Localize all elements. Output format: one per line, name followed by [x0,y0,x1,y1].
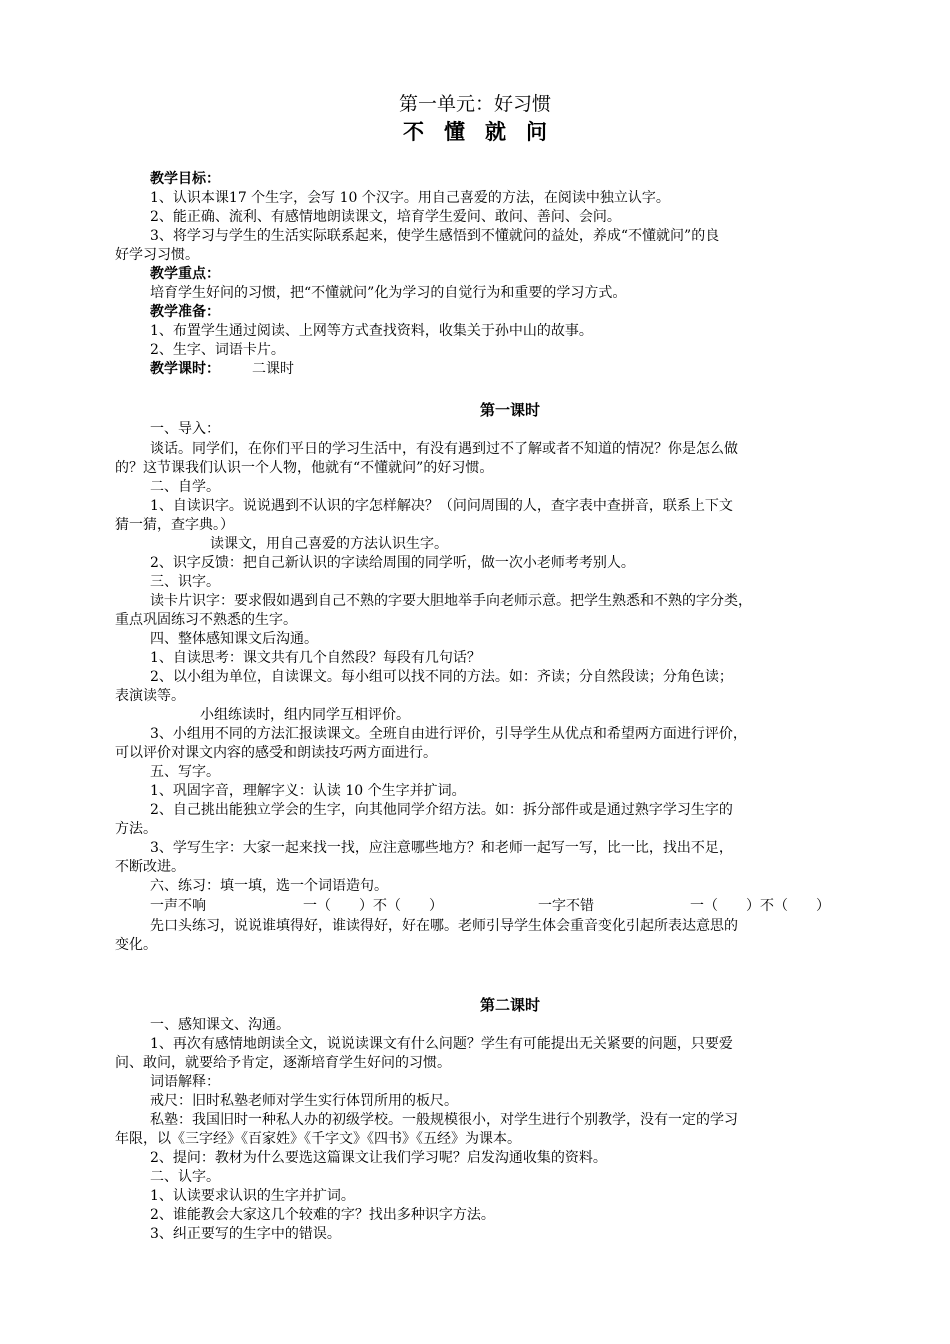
prep-heading: 教学准备： [150,304,220,320]
lesson1-line: 六、练习：填一填，选一个词语造句。 [150,878,388,894]
hours-heading: 教学课时： [150,361,220,377]
fill-item-4: 一（ ）不（ ） [690,898,830,914]
lesson1-line: 可以评价对课文内容的感受和朗读技巧两方面进行。 [115,745,437,761]
fill-item-1: 一声不响 [150,898,206,914]
lesson1-line: 1、自读识字。说说遇到不认识的字怎样解决？（问问周围的人，查字表中查拼音，联系上下文 [150,498,733,514]
lesson1-line: 方法。 [115,821,157,837]
goal-item-1: 1、认识本课17 个生字，会写 10 个汉字。用自己喜爱的方法，在阅读中独立认字。 [150,190,670,206]
lesson1-line: 小组练读时，组内同学互相评价。 [200,707,410,723]
lesson2-line: 私塾：我国旧时一种私人办的初级学校。一般规模很小，对学生进行个别教学，没有一定的学习 [150,1112,738,1128]
lesson2-line: 2、谁能教会大家这几个较难的字？找出多种识字方法。 [150,1207,495,1223]
lesson1-line: 3、学写生字：大家一起来找一找，应注意哪些地方？和老师一起写一写，比一比，找出不足， [150,840,733,856]
lesson1-line: 1、巩固字音，理解字义：认读 10 个生字并扩词。 [150,783,466,799]
hours-value: 二课时 [252,361,294,377]
focus-heading: 教学重点： [150,266,220,282]
goals-heading: 教学目标： [150,171,220,187]
lesson1-line: 先口头练习，说说谁填得好，谁读得好，好在哪。老师引导学生体会重音变化引起所表达意思的 [150,918,738,934]
lesson1-line: 一、导入： [150,421,220,437]
lesson1-title: 第一课时 [479,401,540,419]
lesson2-line: 1、再次有感情地朗读全文，说说读课文有什么问题？学生有可能提出无关紧要的问题，只要爱 [150,1036,733,1052]
lesson1-line: 二、自学。 [150,479,220,495]
lesson-title: 不懂就问 [403,119,567,144]
focus-text: 培育学生好问的习惯，把“不懂就问”化为学习的自觉行为和重要的学习方式。 [150,285,627,301]
lesson1-line: 1、自读思考：课文共有几个自然段？每段有几句话？ [150,650,481,666]
lesson1-line: 2、识字反馈：把自己新认识的字读给周围的同学听，做一次小老师考考别人。 [150,555,635,571]
goal-item-3: 3、将学习与学生的生活实际联系起来，使学生感悟到不懂就问的益处，养成“不懂就问”的良 [150,228,720,244]
lesson1-line: 读卡片识字：要求假如遇到自己不熟的字要大胆地举手向老师示意。把学生熟悉和不熟的字分类， [150,593,752,609]
lesson2-title: 第二课时 [479,996,540,1014]
lesson2-line: 年限，以《三字经》《百家姓》《千字文》《四书》《五经》为课本。 [115,1131,521,1147]
lesson1-line: 猜一猜，查字典。） [115,517,234,533]
lesson1-line: 3、小组用不同的方法汇报读课文。全班自由进行评价，引导学生从优点和希望两方面进行评价， [150,726,747,742]
goal-item-3-cont: 好学习习惯。 [115,247,199,263]
lesson2-line: 词语解释： [150,1074,220,1090]
lesson1-line: 2、自己挑出能独立学会的生字，向其他同学介绍方法。如：拆分部件或是通过熟字学习生字的 [150,802,733,818]
lesson1-line: 的？这节课我们认识一个人物，他就有“不懂就问”的好习惯。 [115,460,494,476]
lesson2-line: 一、感知课文、沟通。 [150,1017,290,1033]
fill-item-3: 一字不错 [538,898,594,914]
lesson1-line: 谈话。同学们，在你们平日的学习生活中，有没有遇到过不了解或者不知道的情况？你是怎么做 [150,441,738,457]
lesson2-line: 二、认字。 [150,1169,220,1185]
lesson1-line: 读课文，用自己喜爱的方法认识生字。 [210,536,448,552]
lesson1-line: 变化。 [115,937,157,953]
fill-item-2: 一（ ）不（ ） [303,898,443,914]
lesson2-line: 戒尺：旧时私塾老师对学生实行体罚所用的板尺。 [150,1093,458,1109]
lesson2-line: 1、认读要求认识的生字并扩词。 [150,1188,355,1204]
lesson2-line: 2、提问：教材为什么要选这篇课文让我们学习呢？启发沟通收集的资料。 [150,1150,607,1166]
lesson2-line: 问、敢问，就要给予肯定，逐渐培育学生好问的习惯。 [115,1055,451,1071]
prep-item-1: 1、布置学生通过阅读、上网等方式查找资料，收集关于孙中山的故事。 [150,323,593,339]
lesson1-line: 不断改进。 [115,859,185,875]
unit-title: 第一单元：好习惯 [398,93,551,115]
lesson2-line: 3、纠正要写的生字中的错误。 [150,1226,341,1242]
lesson1-line: 表演读等。 [115,688,185,704]
lesson1-line: 三、识字。 [150,574,220,590]
lesson1-line: 2、以小组为单位，自读课文。每小组可以找不同的方法。如：齐读；分自然段读；分角色读； [150,669,733,685]
lesson1-line: 四、整体感知课文后沟通。 [150,631,318,647]
goal-item-2: 2、能正确、流利、有感情地朗读课文，培育学生爱问、敢问、善问、会问。 [150,209,621,225]
lesson1-line: 重点巩固练习不熟悉的生字。 [115,612,297,628]
prep-item-2: 2、生字、词语卡片。 [150,342,285,358]
lesson1-line: 五、写字。 [150,764,220,780]
